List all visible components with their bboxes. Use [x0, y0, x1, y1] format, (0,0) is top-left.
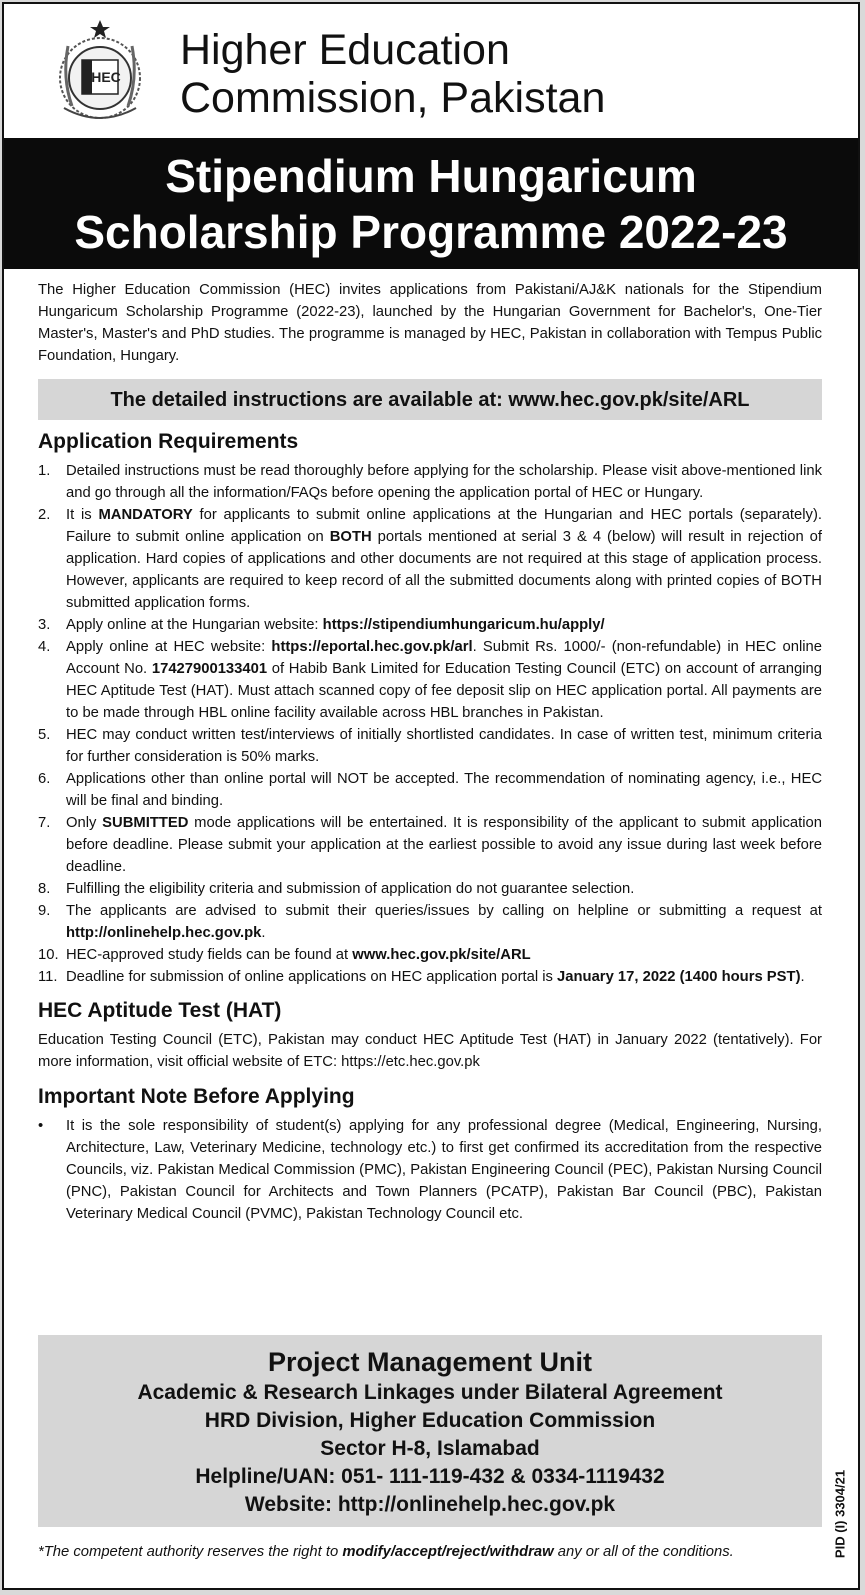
item-text: Deadline for submission of online applications on HEC application portal is — [66, 969, 558, 985]
header — [4, 4, 858, 138]
list-item — [38, 636, 822, 724]
org-line-1: Higher Education — [180, 26, 510, 74]
pmu-line-1: Academic & Research Linkages under Bilateral Agreement — [137, 1381, 723, 1404]
list-item — [38, 460, 822, 504]
item-text: Detailed instructions must be read thoroughly before applying for the scholarship. Please visit above-mentioned link and go through all the information/FAQs before opening the application portal of HEC or Hungary. — [66, 463, 822, 501]
requirements-list — [38, 460, 822, 988]
note-list — [38, 1115, 822, 1225]
bold-text: MANDATORY — [98, 507, 193, 523]
list-item — [38, 900, 822, 944]
item-number: 7. — [38, 815, 51, 831]
hat-paragraph: Education Testing Council (ETC), Pakistan may conduct HEC Aptitude Test (HAT) in January 2022 (tentatively). For more information, visit official website of ETC: https://etc.hec.gov.pk — [38, 1032, 822, 1070]
item-text: The applicants are advised to submit their queries/issues by calling on helpline or submitting a request at — [66, 903, 822, 919]
item-number: 6. — [38, 771, 51, 787]
list-item — [38, 724, 822, 768]
pid-code — [830, 1454, 850, 1574]
hec-emblem-icon — [52, 16, 148, 128]
item-number: 8. — [38, 881, 51, 897]
website: Website: http://onlinehelp.hec.gov.pk — [244, 1493, 616, 1516]
item-text: portals mentioned at serial 3 & 4 (below) will result in rejection of application. Hard copies of applications and other documents are not required at this stage of application process. However, applicants are required to keep record of all the submitted documents along with printed copies of BOTH submitted application forms. — [66, 529, 823, 611]
pid-text: PID (I) 3304/21 — [832, 1469, 848, 1559]
item-text: of Habib Bank Limited for Education Testing Council (ETC) on account of arranging HEC Aptitude Test (HAT). Must attach scanned copy of fee deposit slip on HEC application portal. All payments are to be made through HBL online facility available across HBL branches in Pakistan. — [66, 661, 822, 721]
banner-line-1: Stipendium Hungaricum — [165, 150, 697, 202]
contact-box — [38, 1335, 822, 1527]
pmu-line-3: Sector H-8, Islamabad — [320, 1437, 540, 1460]
list-item — [38, 768, 822, 812]
note-text: It is the sole responsibility of student(s) applying for any professional degree (Medical, Engineering, Nursing, Architecture, Law, Veterinary Medicine, technology etc.) to first get confirmed its accreditation from the respective Councils, viz. Pakistan Medical Commission (PMC), Pakistan Engineering Council (PEC), Pakistan Nursing Council (PNC), Pakistan Council for Architects and Town Planners (PCATP), Pakistan Bar Council (PBC), Pakistan Veterinary Medical Council (PVMC), Pakistan Technology Council etc. — [66, 1118, 822, 1222]
bold-text: January 17, 2022 (1400 hours PST) — [557, 969, 801, 985]
bold-text: BOTH — [329, 529, 372, 545]
item-number: 2. — [38, 507, 51, 523]
pmu-title: Project Management Unit — [267, 1347, 593, 1377]
helpline: Helpline/UAN: 051- 111-119-432 & 0334-1119432 — [195, 1465, 665, 1488]
bold-text: www.hec.gov.pk/site/ARL — [352, 947, 531, 963]
disclaimer-after: any or all of the conditions. — [553, 1544, 734, 1560]
pmu-line-2: HRD Division, Higher Education Commission — [204, 1409, 656, 1432]
item-number: 5. — [38, 727, 51, 743]
requirements-heading: Application Requirements — [38, 430, 299, 453]
bold-text: https://eportal.hec.gov.pk/arl — [271, 639, 473, 655]
instructions-link-bar: The detailed instructions are available at: www.hec.gov.pk/site/ARL — [38, 379, 822, 420]
bold-text: SUBMITTED — [102, 815, 189, 831]
bold-text: https://stipendiumhungaricum.hu/apply/ — [322, 617, 605, 633]
item-text: Apply online at the Hungarian website: — [66, 617, 323, 633]
hec-logo-text: HEC — [91, 69, 121, 85]
item-text: Applications other than online portal will NOT be accepted. The recommendation of nominating agency, i.e., HEC will be final and binding. — [66, 771, 822, 809]
bold-text: http://onlinehelp.hec.gov.pk — [66, 925, 262, 941]
item-number: 11. — [38, 969, 58, 985]
list-item — [38, 614, 822, 636]
advertisement-page — [2, 2, 860, 1590]
bold-text: 17427900133401 — [151, 661, 268, 677]
hat-heading: HEC Aptitude Test (HAT) — [38, 999, 282, 1022]
item-text: . — [800, 969, 805, 985]
disclaimer-before: *The competent authority reserves the right to — [38, 1544, 343, 1560]
note-heading: Important Note Before Applying — [38, 1085, 355, 1108]
item-text: HEC-approved study fields can be found at — [66, 947, 353, 963]
banner-line-2: Scholarship Programme 2022-23 — [74, 206, 788, 258]
disclaimer — [38, 1541, 822, 1563]
item-text: . Submit Rs. 1000/- (non-refundable) in HEC online Account No. — [66, 639, 822, 677]
item-text: Fulfilling the eligibility criteria and submission of application do not guarantee selection. — [66, 881, 635, 897]
list-item — [38, 1115, 822, 1225]
item-text: mode applications will be entertained. It is responsibility of the applicant to submit application before deadline. Please submit your application at the earliest possible to avoid any issue during last week before deadline. — [66, 815, 822, 875]
item-number: 4. — [38, 639, 51, 655]
list-item — [38, 504, 822, 614]
org-line-2: Commission, Pakistan — [180, 74, 606, 122]
item-text: It is — [66, 507, 99, 523]
list-item — [38, 966, 822, 988]
item-number: 1. — [38, 463, 51, 479]
item-number: 3. — [38, 617, 51, 633]
bullet: • — [38, 1118, 44, 1134]
title-banner — [4, 138, 858, 269]
item-text: for applicants to submit online applications at the Hungarian and HEC portals (separately). Failure to submit online application on — [66, 507, 822, 545]
item-text: Only — [66, 815, 103, 831]
item-number: 9. — [38, 903, 51, 919]
main-content — [38, 279, 822, 1225]
list-item — [38, 812, 822, 878]
intro-paragraph: The Higher Education Commission (HEC) invites applications from Pakistani/AJ&K nationals for the Stipendium Hungaricum Scholarship Programme (2022-23), launched by the Hungarian Government for Bachelor's, One-Tier Master's, Master's and PhD studies. The programme is managed by HEC, Pakistan in collaboration with Tempus Public Foundation, Hungary. — [38, 282, 822, 364]
organization-name — [180, 26, 605, 122]
item-text: . — [261, 925, 266, 941]
disclaimer-bold: modify/accept/reject/withdraw — [342, 1544, 554, 1560]
list-item — [38, 944, 822, 966]
item-text: Apply online at HEC website: — [66, 639, 272, 655]
list-item — [38, 878, 822, 900]
item-number: 10. — [38, 947, 59, 963]
item-text: HEC may conduct written test/interviews of initially shortlisted candidates. In case of written test, minimum criteria for further consideration is 50% marks. — [66, 727, 822, 765]
